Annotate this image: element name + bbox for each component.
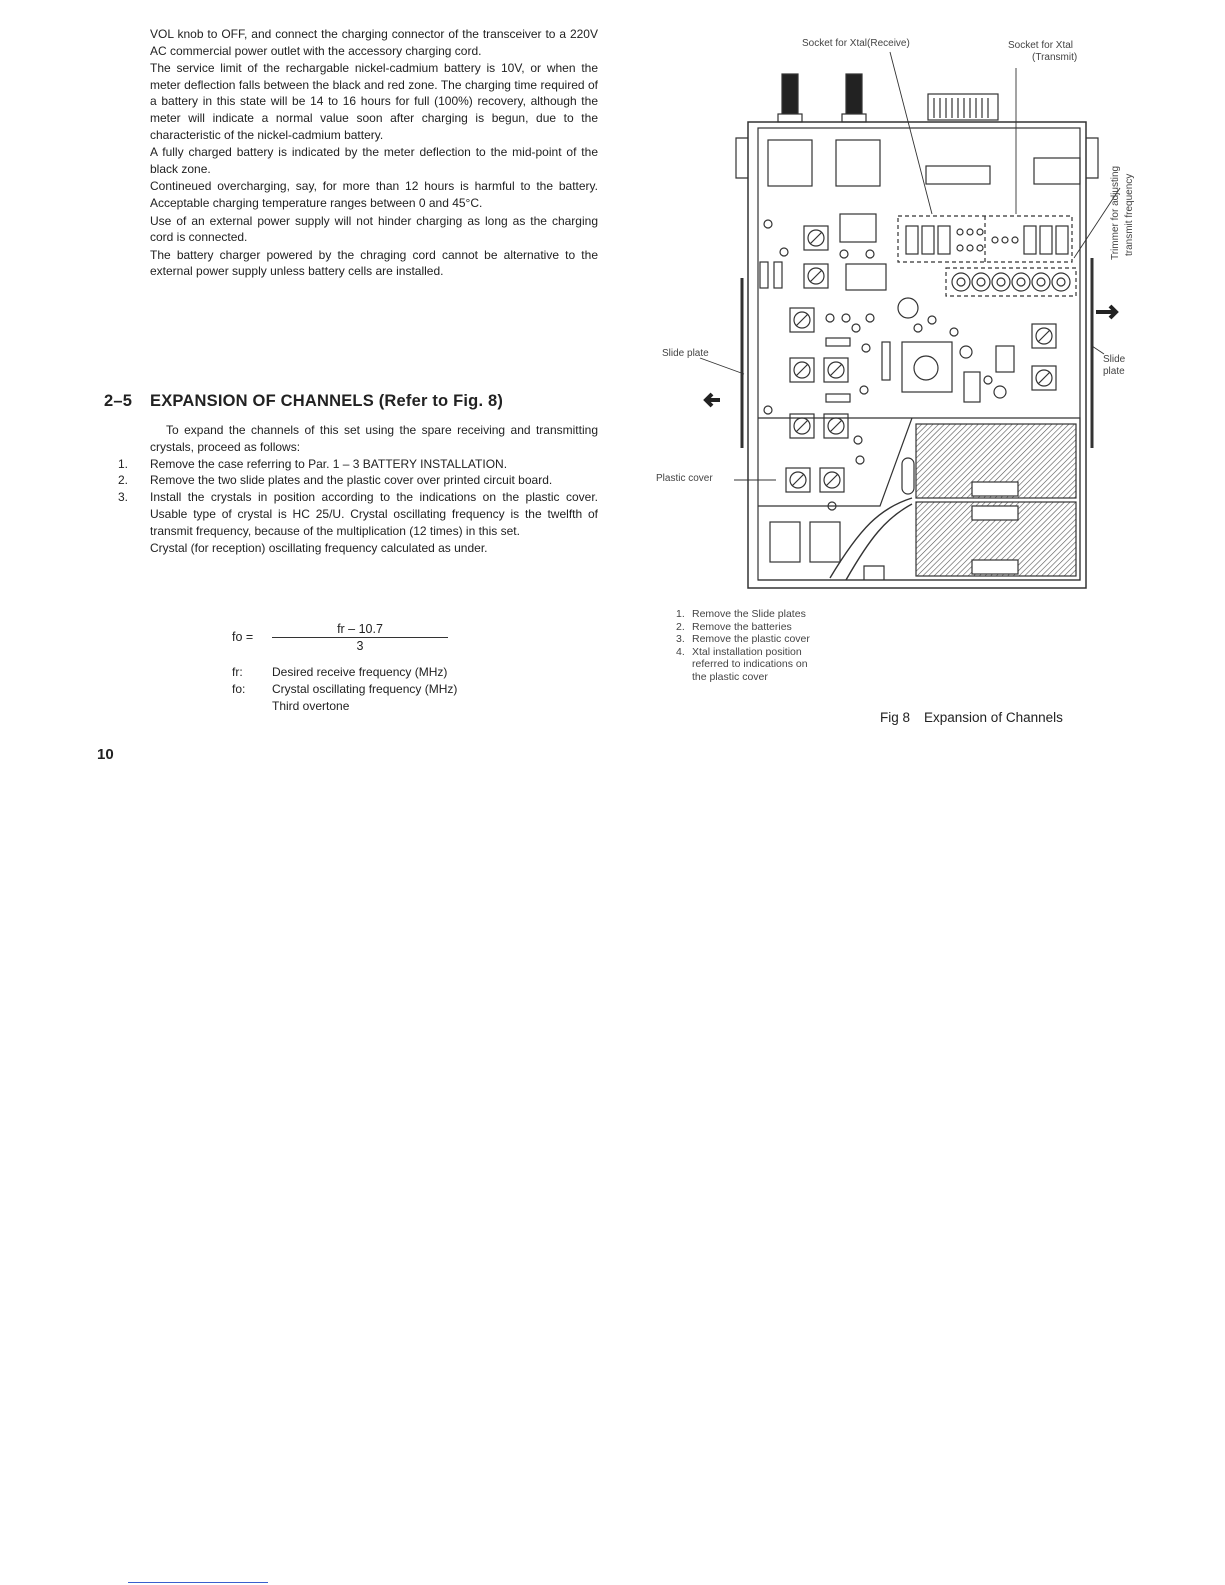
- paragraph: A fully charged battery is indicated by the meter deflection to the mid-point of the black zone.: [150, 145, 598, 176]
- knob-right: [842, 74, 866, 122]
- figure-caption-text: Expansion of Channels: [924, 710, 1063, 725]
- label-trimmer: Trimmer for adjusting: [1110, 165, 1121, 260]
- list-item: the plastic cover: [692, 670, 768, 683]
- label-plastic-cover: Plastic cover: [656, 473, 713, 484]
- label-socket-receive: Socket for Xtal(Receive): [802, 38, 910, 49]
- definition-key: fr:: [232, 665, 243, 679]
- list-item: 4. Xtal installation position: [676, 645, 802, 658]
- label-slide-plate-left: Slide plate: [662, 348, 709, 359]
- transceiver-diagram: [650, 28, 1155, 603]
- footer-link-underline[interactable]: [128, 1582, 268, 1583]
- label-socket-transmit: Socket for Xtal: [1008, 40, 1074, 51]
- paragraph: The service limit of the rechargable nickel-cadmium battery is 10V, or when the meter deflection falls between the black and red zone. The charging time required of a battery in this state will be 14 to 16 hours for full (100%) recovery, although the meter will indicate a normal value soon after charging is begun, due to the characteristic of the nickel-cadmium battery.: [150, 61, 598, 142]
- section-intro: To expand the channels of this set using the spare receiving and transmitting crystals, proceed as follows:: [150, 423, 598, 454]
- definition-row: [232, 698, 457, 715]
- definition-key: [232, 698, 272, 715]
- section-body: [118, 422, 598, 556]
- component-block: [770, 522, 800, 562]
- list-item: referred to indications on: [692, 658, 808, 670]
- crystal-line: Crystal (for reception) oscillating frequency calculated as under.: [150, 540, 488, 555]
- paragraph: Contineued overcharging, say, for more than 12 hours is harmful to the battery. Acceptable charging temperature ranges between 0 and 45°C.: [150, 179, 598, 210]
- battery-pack: [902, 424, 1076, 576]
- label-slide-plate-right: Slide: [1103, 354, 1126, 365]
- list-item: 3. Remove the plastic cover: [676, 633, 810, 645]
- leader-line: [1092, 346, 1104, 354]
- step-number: 2.: [118, 473, 129, 488]
- definition-value: Crystal oscillating frequency (MHz): [272, 682, 458, 696]
- paragraph: The battery charger powered by the chraging cord cannot be alternative to the external power supply unless battery cells are installed.: [150, 247, 598, 279]
- section-heading: [104, 392, 503, 411]
- definition-row: [232, 664, 457, 681]
- formula-lhs: fo =: [232, 630, 254, 644]
- definitions: [232, 664, 457, 715]
- list-item: [118, 456, 598, 473]
- figure-caption-id: Fig 8: [880, 710, 911, 725]
- component-block: [846, 264, 886, 290]
- list-item: [118, 472, 598, 489]
- arrow-left-icon: [706, 394, 720, 406]
- section-number: 2–5: [104, 392, 133, 410]
- definition-value: Desired receive frequency (MHz): [272, 665, 448, 679]
- component-block: [1034, 158, 1080, 184]
- figure-steps: [676, 608, 810, 683]
- paragraph: VOL knob to OFF, and connect the charging connector of the transceiver to a 220V AC commercial power outlet with the accessory charging cord.: [150, 27, 598, 58]
- formula-numerator: fr – 10.7: [272, 622, 448, 638]
- figure-8: [650, 28, 1155, 708]
- label-trimmer-sub: transmit frequency: [1124, 173, 1135, 256]
- label-slide-plate-right-sub: plate: [1103, 366, 1125, 377]
- step-text: Install the crystals in position according to the indications on the plastic cover. Usable type of crystal is HC 25/U. Crystal oscillating frequency is the twelfth of transmit frequency, because of the multiplication (12 times) in this set.: [150, 490, 598, 538]
- list-item: [118, 489, 598, 539]
- slide-plate-left: [736, 138, 748, 178]
- section-title: EXPANSION OF CHANNELS (Refer to Fig. 8): [150, 392, 504, 410]
- leader-line: [700, 358, 744, 374]
- receive-crystal-sockets: [906, 226, 983, 254]
- definition-value: Third overtone: [272, 699, 350, 713]
- figure-caption: [880, 710, 1063, 725]
- transmit-crystal-sockets: [992, 226, 1068, 254]
- slide-plate-right: [1086, 138, 1098, 178]
- ic-chip: [902, 342, 952, 392]
- label-socket-transmit-sub: (Transmit): [1032, 52, 1078, 63]
- formula-denominator: 3: [356, 639, 364, 653]
- antenna-connector: [928, 94, 998, 120]
- list-item: 2. Remove the batteries: [676, 620, 792, 633]
- formula-fraction: [272, 622, 448, 653]
- component-block: [810, 522, 840, 562]
- leader-line: [890, 52, 932, 214]
- definition-row: [232, 681, 457, 698]
- component-block: [768, 140, 812, 186]
- component-block: [926, 166, 990, 184]
- step-number: 3.: [118, 490, 129, 505]
- step-text: Remove the two slide plates and the plastic cover over printed circuit board.: [150, 473, 553, 488]
- arrow-right-icon: [1096, 306, 1116, 318]
- step-number: 1.: [118, 456, 129, 471]
- definition-key: fo:: [232, 682, 246, 696]
- transmit-trimmers: [952, 273, 1070, 291]
- charging-text: [150, 26, 598, 281]
- component-block: [840, 214, 876, 242]
- paragraph: Use of an external power supply will not hinder charging as long as the charging cord is connected.: [150, 213, 598, 245]
- list-item: 1. Remove the Slide plates: [676, 608, 806, 620]
- knob-left: [778, 74, 802, 122]
- plastic-cover-edge: [758, 418, 912, 506]
- page-number: 10: [97, 746, 114, 763]
- component-block: [836, 140, 880, 186]
- step-text: Remove the case referring to Par. 1 – 3 BATTERY INSTALLATION.: [150, 456, 508, 471]
